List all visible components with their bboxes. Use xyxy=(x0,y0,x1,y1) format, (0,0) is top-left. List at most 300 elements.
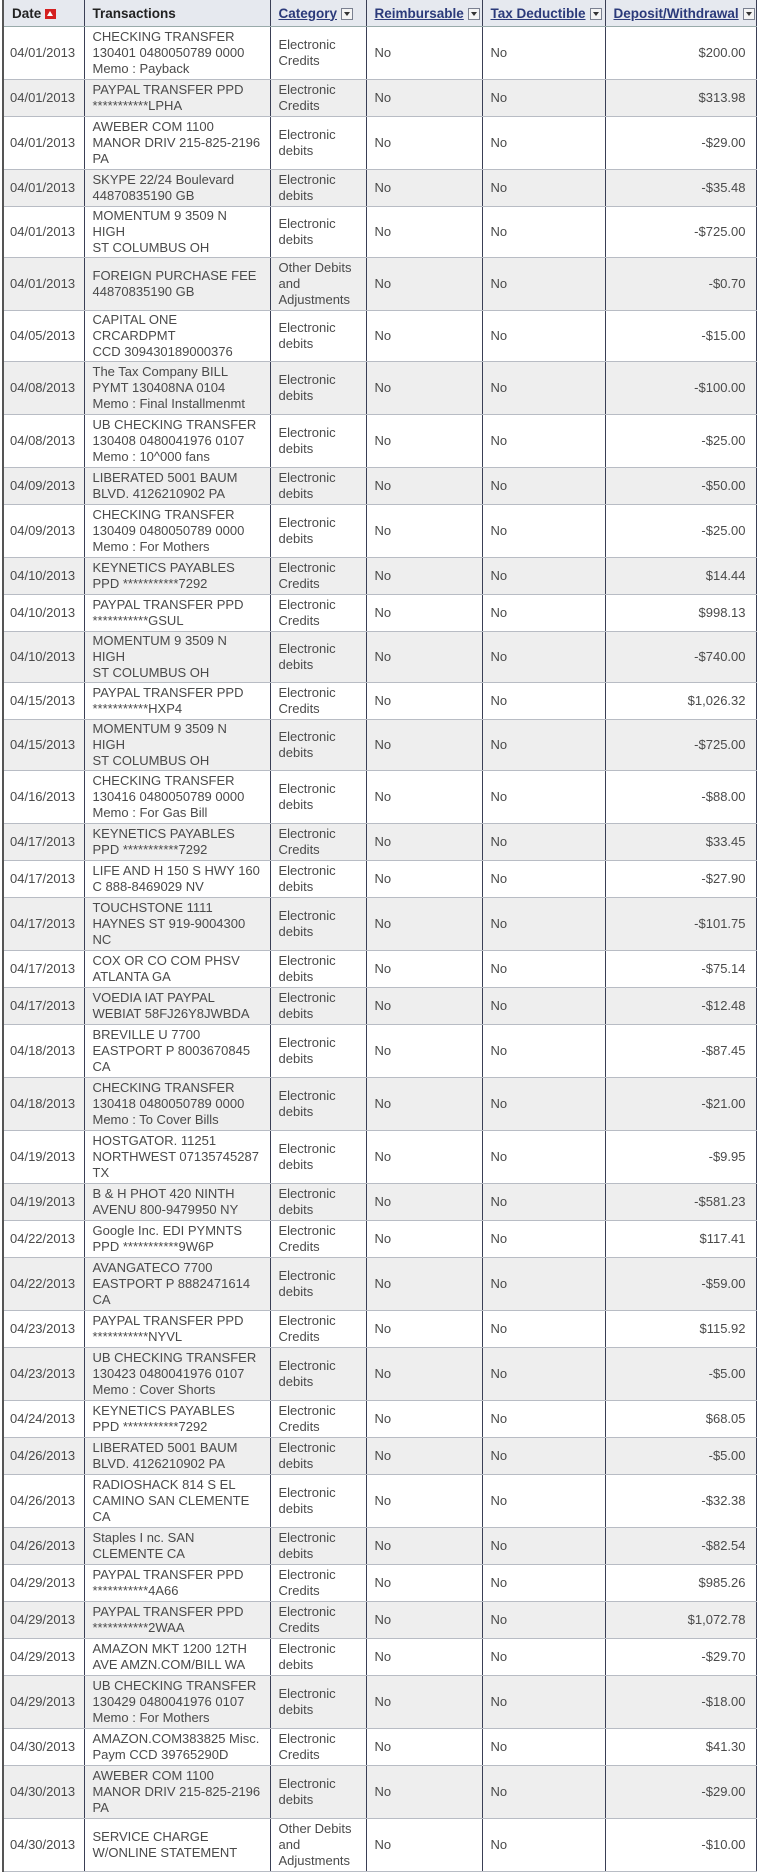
transaction-category: Electronic Credits xyxy=(270,1401,366,1438)
transaction-date: 04/01/2013 xyxy=(3,170,84,207)
reimbursable-value: No xyxy=(366,861,482,898)
table-row[interactable] xyxy=(3,771,756,824)
transaction-date: 04/26/2013 xyxy=(3,1475,84,1528)
reimbursable-value: No xyxy=(366,771,482,824)
reimbursable-value: No xyxy=(366,988,482,1025)
reimbursable-value: No xyxy=(366,415,482,468)
transaction-description: AVANGATECO 7700 EASTPORT P 8882471614 CA xyxy=(84,1258,270,1311)
transaction-category: Electronic Credits xyxy=(270,80,366,117)
transaction-description: CHECKING TRANSFER 130409 0480050789 0000 Memo : For Mothers xyxy=(84,505,270,558)
transaction-date: 04/30/2013 xyxy=(3,1766,84,1819)
table-row[interactable] xyxy=(3,1401,756,1438)
transaction-amount: -$12.48 xyxy=(605,988,756,1025)
tax-deductible-value: No xyxy=(482,1221,605,1258)
reimbursable-value: No xyxy=(366,27,482,80)
transaction-amount: -$9.95 xyxy=(605,1131,756,1184)
transaction-description: B & H PHOT 420 NINTH AVENU 800-9479950 NY xyxy=(84,1184,270,1221)
transaction-description: PAYPAL TRANSFER PPD ***********GSUL xyxy=(84,595,270,632)
tax-deductible-value: No xyxy=(482,988,605,1025)
tax-deductible-value: No xyxy=(482,898,605,951)
transaction-category: Electronic debits xyxy=(270,1258,366,1311)
transaction-date: 04/26/2013 xyxy=(3,1438,84,1475)
transaction-category: Electronic debits xyxy=(270,951,366,988)
transaction-date: 04/23/2013 xyxy=(3,1311,84,1348)
transaction-category: Electronic Credits xyxy=(270,1729,366,1766)
transaction-amount: $117.41 xyxy=(605,1221,756,1258)
table-row[interactable] xyxy=(3,1602,756,1639)
reimbursable-value: No xyxy=(366,1221,482,1258)
transaction-category: Electronic debits xyxy=(270,1184,366,1221)
transaction-amount: -$35.48 xyxy=(605,170,756,207)
transaction-date: 04/17/2013 xyxy=(3,951,84,988)
reimbursable-value: No xyxy=(366,468,482,505)
tax-deductible-value: No xyxy=(482,1602,605,1639)
category-header-link[interactable]: Category xyxy=(278,5,338,21)
tax-deductible-value: No xyxy=(482,1025,605,1078)
transaction-description: LIBERATED 5001 BAUM BLVD. 4126210902 PA xyxy=(84,468,270,505)
tax-deductible-value: No xyxy=(482,861,605,898)
transaction-date: 04/01/2013 xyxy=(3,117,84,170)
transaction-category: Electronic Credits xyxy=(270,1311,366,1348)
table-header-row xyxy=(3,0,756,27)
transaction-description: AMAZON.COM383825 Misc. Paym CCD 39765290D xyxy=(84,1729,270,1766)
transaction-date: 04/17/2013 xyxy=(3,988,84,1025)
transaction-date: 04/30/2013 xyxy=(3,1729,84,1766)
table-row[interactable] xyxy=(3,1221,756,1258)
table-row[interactable] xyxy=(3,362,756,415)
reimbursable-value: No xyxy=(366,117,482,170)
reimbursable-value: No xyxy=(366,311,482,362)
transaction-category: Electronic debits xyxy=(270,311,366,362)
reimbursable-value: No xyxy=(366,362,482,415)
tax-deductible-value: No xyxy=(482,468,605,505)
transaction-category: Electronic Credits xyxy=(270,683,366,720)
transaction-description: PAYPAL TRANSFER PPD ***********2WAA xyxy=(84,1602,270,1639)
table-row[interactable] xyxy=(3,1565,756,1602)
transaction-category: Electronic debits xyxy=(270,771,366,824)
transaction-amount: -$740.00 xyxy=(605,632,756,683)
transaction-amount: -$32.38 xyxy=(605,1475,756,1528)
table-row[interactable] xyxy=(3,1131,756,1184)
transaction-description: KEYNETICS PAYABLES PPD ***********7292 xyxy=(84,824,270,861)
transaction-category: Electronic Credits xyxy=(270,1565,366,1602)
reimbursable-value: No xyxy=(366,720,482,771)
transaction-description: RADIOSHACK 814 S EL CAMINO SAN CLEMENTE CA xyxy=(84,1475,270,1528)
transaction-category: Electronic debits xyxy=(270,988,366,1025)
transaction-amount: -$87.45 xyxy=(605,1025,756,1078)
transaction-description: Staples I nc. SAN CLEMENTE CA xyxy=(84,1528,270,1565)
transaction-date: 04/08/2013 xyxy=(3,362,84,415)
transaction-description: TOUCHSTONE 1111 HAYNES ST 919-9004300 NC xyxy=(84,898,270,951)
table-body xyxy=(3,27,756,1872)
column-header-transactions xyxy=(84,0,270,27)
tax-deductible-value: No xyxy=(482,207,605,258)
column-header-reimbursable[interactable] xyxy=(366,0,482,27)
transaction-category: Electronic debits xyxy=(270,1348,366,1401)
transaction-description: PAYPAL TRANSFER PPD ***********NYVL xyxy=(84,1311,270,1348)
reimbursable-value: No xyxy=(366,1438,482,1475)
tax-deductible-value: No xyxy=(482,1078,605,1131)
tax-deductible-value: No xyxy=(482,771,605,824)
transaction-date: 04/09/2013 xyxy=(3,468,84,505)
reimbursable-value: No xyxy=(366,1475,482,1528)
transaction-date: 04/29/2013 xyxy=(3,1602,84,1639)
transaction-date: 04/18/2013 xyxy=(3,1025,84,1078)
tax-deductible-value: No xyxy=(482,1131,605,1184)
transaction-date: 04/10/2013 xyxy=(3,558,84,595)
transaction-description: SKYPE 22/24 Boulevard 44870835190 GB xyxy=(84,170,270,207)
transaction-amount: -$581.23 xyxy=(605,1184,756,1221)
transaction-amount: -$18.00 xyxy=(605,1676,756,1729)
reimbursable-value: No xyxy=(366,898,482,951)
tax-deductible-value: No xyxy=(482,170,605,207)
tax-deductible-value: No xyxy=(482,683,605,720)
table-row[interactable] xyxy=(3,595,756,632)
transaction-amount: -$27.90 xyxy=(605,861,756,898)
transaction-date: 04/29/2013 xyxy=(3,1565,84,1602)
transaction-date: 04/01/2013 xyxy=(3,258,84,311)
transactions-table xyxy=(2,0,757,1872)
transaction-description: PAYPAL TRANSFER PPD ***********4A66 xyxy=(84,1565,270,1602)
reimbursable-value: No xyxy=(366,1528,482,1565)
column-header-tax-deductible[interactable] xyxy=(482,0,605,27)
transaction-amount: -$25.00 xyxy=(605,505,756,558)
transaction-category: Electronic Credits xyxy=(270,27,366,80)
transaction-description: KEYNETICS PAYABLES PPD ***********7292 xyxy=(84,1401,270,1438)
table-row[interactable] xyxy=(3,1639,756,1676)
table-row[interactable] xyxy=(3,1766,756,1819)
reimbursable-value: No xyxy=(366,1676,482,1729)
transaction-description: The Tax Company BILL PYMT 130408NA 0104 Memo : Final Installmenmt xyxy=(84,362,270,415)
transaction-category: Electronic debits xyxy=(270,1475,366,1528)
table-row[interactable] xyxy=(3,468,756,505)
table-row[interactable] xyxy=(3,1676,756,1729)
reimbursable-value: No xyxy=(366,505,482,558)
transaction-date: 04/01/2013 xyxy=(3,207,84,258)
transaction-date: 04/24/2013 xyxy=(3,1401,84,1438)
reimbursable-value: No xyxy=(366,258,482,311)
transaction-amount: $1,072.78 xyxy=(605,1602,756,1639)
tax-deductible-value: No xyxy=(482,505,605,558)
table-row[interactable] xyxy=(3,683,756,720)
transaction-category: Electronic debits xyxy=(270,1078,366,1131)
column-header-amount[interactable] xyxy=(605,0,756,27)
transaction-amount: -$725.00 xyxy=(605,720,756,771)
table-row[interactable] xyxy=(3,27,756,80)
date-header-label[interactable]: Date xyxy=(12,5,42,21)
transaction-description: VOEDIA IAT PAYPAL WEBIAT 58FJ26Y8JWBDA xyxy=(84,988,270,1025)
table-row[interactable] xyxy=(3,505,756,558)
tax-deductible-value: No xyxy=(482,1475,605,1528)
table-row[interactable] xyxy=(3,207,756,258)
transaction-description: CHECKING TRANSFER 130416 0480050789 0000 Memo : For Gas Bill xyxy=(84,771,270,824)
transaction-description: PAYPAL TRANSFER PPD ***********HXP4 xyxy=(84,683,270,720)
transaction-description: Google Inc. EDI PYMNTS PPD ***********9W6P xyxy=(84,1221,270,1258)
reimbursable-value: No xyxy=(366,1819,482,1872)
tax-deductible-value: No xyxy=(482,824,605,861)
tax-deductible-value: No xyxy=(482,1258,605,1311)
transaction-amount: -$25.00 xyxy=(605,415,756,468)
transaction-date: 04/18/2013 xyxy=(3,1078,84,1131)
table-row[interactable] xyxy=(3,170,756,207)
table-row[interactable] xyxy=(3,1438,756,1475)
tax-deductible-value: No xyxy=(482,1819,605,1872)
transaction-description: MOMENTUM 9 3509 N HIGH ST COLUMBUS OH xyxy=(84,720,270,771)
transaction-amount: $115.92 xyxy=(605,1311,756,1348)
tax-deductible-value: No xyxy=(482,1348,605,1401)
tax-deductible-value: No xyxy=(482,632,605,683)
table-row[interactable] xyxy=(3,861,756,898)
filter-dropdown-icon[interactable] xyxy=(743,8,755,20)
reimbursable-value: No xyxy=(366,1639,482,1676)
transaction-amount: -$82.54 xyxy=(605,1528,756,1565)
tax-deductible-value: No xyxy=(482,362,605,415)
transaction-description: AMAZON MKT 1200 12TH AVE AMZN.COM/BILL WA xyxy=(84,1639,270,1676)
tax-deductible-value: No xyxy=(482,27,605,80)
table-row[interactable] xyxy=(3,311,756,362)
transaction-description: UB CHECKING TRANSFER 130429 0480041976 0107 Memo : For Mothers xyxy=(84,1676,270,1729)
transaction-category: Electronic debits xyxy=(270,170,366,207)
table-row[interactable] xyxy=(3,824,756,861)
transaction-description: FOREIGN PURCHASE FEE 44870835190 GB xyxy=(84,258,270,311)
transaction-description: SERVICE CHARGE W/ONLINE STATEMENT xyxy=(84,1819,270,1872)
table-row[interactable] xyxy=(3,1475,756,1528)
transaction-date: 04/16/2013 xyxy=(3,771,84,824)
transaction-category: Electronic debits xyxy=(270,362,366,415)
transaction-amount: -$101.75 xyxy=(605,898,756,951)
table-row[interactable] xyxy=(3,951,756,988)
tax-deductible-header-link[interactable]: Tax Deductible xyxy=(490,5,586,21)
column-header-category[interactable] xyxy=(270,0,366,27)
transaction-category: Electronic debits xyxy=(270,898,366,951)
reimbursable-value: No xyxy=(366,558,482,595)
transaction-amount: -$10.00 xyxy=(605,1819,756,1872)
transaction-date: 04/17/2013 xyxy=(3,861,84,898)
reimbursable-value: No xyxy=(366,1602,482,1639)
reimbursable-value: No xyxy=(366,1258,482,1311)
reimbursable-value: No xyxy=(366,1131,482,1184)
transaction-category: Electronic Credits xyxy=(270,1602,366,1639)
transaction-category: Electronic debits xyxy=(270,1131,366,1184)
transaction-description: UB CHECKING TRANSFER 130423 0480041976 0107 Memo : Cover Shorts xyxy=(84,1348,270,1401)
table-row[interactable] xyxy=(3,558,756,595)
transaction-description: COX OR CO COM PHSV ATLANTA GA xyxy=(84,951,270,988)
transaction-category: Electronic debits xyxy=(270,861,366,898)
transaction-amount: -$75.14 xyxy=(605,951,756,988)
tax-deductible-value: No xyxy=(482,595,605,632)
transaction-category: Electronic debits xyxy=(270,505,366,558)
filter-dropdown-icon[interactable] xyxy=(468,8,480,20)
reimbursable-value: No xyxy=(366,951,482,988)
table-row[interactable] xyxy=(3,632,756,683)
transaction-category: Electronic debits xyxy=(270,1528,366,1565)
transaction-amount: $33.45 xyxy=(605,824,756,861)
transaction-description: LIBERATED 5001 BAUM BLVD. 4126210902 PA xyxy=(84,1438,270,1475)
transaction-category: Electronic debits xyxy=(270,1025,366,1078)
reimbursable-value: No xyxy=(366,207,482,258)
table-row[interactable] xyxy=(3,898,756,951)
transaction-description: HOSTGATOR. 11251 NORTHWEST 07135745287 TX xyxy=(84,1131,270,1184)
transaction-date: 04/10/2013 xyxy=(3,595,84,632)
table-row[interactable] xyxy=(3,1078,756,1131)
column-header-date[interactable] xyxy=(3,0,84,27)
transaction-category: Other Debits and Adjustments xyxy=(270,258,366,311)
transaction-category: Electronic debits xyxy=(270,1676,366,1729)
tax-deductible-value: No xyxy=(482,1639,605,1676)
transaction-description: MOMENTUM 9 3509 N HIGH ST COLUMBUS OH xyxy=(84,632,270,683)
transaction-category: Electronic debits xyxy=(270,468,366,505)
table-row[interactable] xyxy=(3,415,756,468)
transaction-category: Electronic debits xyxy=(270,1766,366,1819)
reimbursable-value: No xyxy=(366,683,482,720)
table-row[interactable] xyxy=(3,1025,756,1078)
tax-deductible-value: No xyxy=(482,558,605,595)
reimbursable-value: No xyxy=(366,595,482,632)
transaction-category: Electronic debits xyxy=(270,415,366,468)
transaction-date: 04/26/2013 xyxy=(3,1528,84,1565)
reimbursable-value: No xyxy=(366,1565,482,1602)
transaction-amount: -$5.00 xyxy=(605,1348,756,1401)
transaction-date: 04/15/2013 xyxy=(3,720,84,771)
filter-dropdown-icon[interactable] xyxy=(341,8,353,20)
table-row[interactable] xyxy=(3,1528,756,1565)
transaction-category: Electronic Credits xyxy=(270,824,366,861)
transaction-date: 04/29/2013 xyxy=(3,1639,84,1676)
filter-dropdown-icon[interactable] xyxy=(590,8,602,20)
transaction-category: Electronic Credits xyxy=(270,1221,366,1258)
table-row[interactable] xyxy=(3,1348,756,1401)
transaction-date: 04/10/2013 xyxy=(3,632,84,683)
reimbursable-value: No xyxy=(366,824,482,861)
transaction-date: 04/01/2013 xyxy=(3,27,84,80)
transaction-description: AWEBER COM 1100 MANOR DRIV 215-825-2196 PA xyxy=(84,117,270,170)
transaction-category: Electronic debits xyxy=(270,632,366,683)
transaction-date: 04/01/2013 xyxy=(3,80,84,117)
transaction-description: MOMENTUM 9 3509 N HIGH ST COLUMBUS OH xyxy=(84,207,270,258)
tax-deductible-value: No xyxy=(482,1676,605,1729)
transaction-date: 04/15/2013 xyxy=(3,683,84,720)
transaction-amount: -$0.70 xyxy=(605,258,756,311)
table-row[interactable] xyxy=(3,1819,756,1872)
tax-deductible-value: No xyxy=(482,1729,605,1766)
tax-deductible-value: No xyxy=(482,1528,605,1565)
tax-deductible-value: No xyxy=(482,1565,605,1602)
transaction-date: 04/22/2013 xyxy=(3,1258,84,1311)
transaction-amount: $41.30 xyxy=(605,1729,756,1766)
transaction-amount: -$5.00 xyxy=(605,1438,756,1475)
transaction-amount: $68.05 xyxy=(605,1401,756,1438)
tax-deductible-value: No xyxy=(482,720,605,771)
reimbursable-header-link[interactable]: Reimbursable xyxy=(374,5,464,21)
transaction-category: Electronic Credits xyxy=(270,558,366,595)
transaction-amount: $998.13 xyxy=(605,595,756,632)
tax-deductible-value: No xyxy=(482,258,605,311)
amount-header-link[interactable]: Deposit/Withdrawal xyxy=(613,5,739,21)
reimbursable-value: No xyxy=(366,1025,482,1078)
transaction-amount: $200.00 xyxy=(605,27,756,80)
transaction-amount: $985.26 xyxy=(605,1565,756,1602)
tax-deductible-value: No xyxy=(482,311,605,362)
transaction-amount: $313.98 xyxy=(605,80,756,117)
reimbursable-value: No xyxy=(366,80,482,117)
sort-ascending-icon[interactable] xyxy=(45,9,56,19)
reimbursable-value: No xyxy=(366,170,482,207)
transaction-date: 04/30/2013 xyxy=(3,1819,84,1872)
transaction-description: LIFE AND H 150 S HWY 160 C 888-8469029 NV xyxy=(84,861,270,898)
transaction-description: PAYPAL TRANSFER PPD ***********LPHA xyxy=(84,80,270,117)
transaction-date: 04/17/2013 xyxy=(3,824,84,861)
transaction-date: 04/08/2013 xyxy=(3,415,84,468)
table-row[interactable] xyxy=(3,720,756,771)
transaction-description: KEYNETICS PAYABLES PPD ***********7292 xyxy=(84,558,270,595)
reimbursable-value: No xyxy=(366,1184,482,1221)
table-row[interactable] xyxy=(3,1184,756,1221)
transaction-date: 04/09/2013 xyxy=(3,505,84,558)
transaction-date: 04/23/2013 xyxy=(3,1348,84,1401)
reimbursable-value: No xyxy=(366,1078,482,1131)
transaction-category: Electronic debits xyxy=(270,207,366,258)
table-row[interactable] xyxy=(3,117,756,170)
tax-deductible-value: No xyxy=(482,80,605,117)
tax-deductible-value: No xyxy=(482,1438,605,1475)
transaction-description: CHECKING TRANSFER 130401 0480050789 0000 Memo : Payback xyxy=(84,27,270,80)
reimbursable-value: No xyxy=(366,632,482,683)
table-row[interactable] xyxy=(3,80,756,117)
transaction-amount: -$725.00 xyxy=(605,207,756,258)
reimbursable-value: No xyxy=(366,1348,482,1401)
transaction-amount: $14.44 xyxy=(605,558,756,595)
transactions-header-label: Transactions xyxy=(92,5,176,21)
reimbursable-value: No xyxy=(366,1401,482,1438)
transaction-category: Electronic debits xyxy=(270,1438,366,1475)
transaction-amount: $1,026.32 xyxy=(605,683,756,720)
tax-deductible-value: No xyxy=(482,117,605,170)
table-row[interactable] xyxy=(3,1258,756,1311)
tax-deductible-value: No xyxy=(482,1184,605,1221)
transaction-amount: -$29.70 xyxy=(605,1639,756,1676)
transaction-amount: -$29.00 xyxy=(605,1766,756,1819)
transaction-amount: -$29.00 xyxy=(605,117,756,170)
transaction-category: Electronic debits xyxy=(270,117,366,170)
transaction-amount: -$15.00 xyxy=(605,311,756,362)
tax-deductible-value: No xyxy=(482,415,605,468)
table-row[interactable] xyxy=(3,1729,756,1766)
transaction-description: BREVILLE U 7700 EASTPORT P 8003670845 CA xyxy=(84,1025,270,1078)
tax-deductible-value: No xyxy=(482,951,605,988)
reimbursable-value: No xyxy=(366,1311,482,1348)
transaction-category: Electronic debits xyxy=(270,1639,366,1676)
table-row[interactable] xyxy=(3,258,756,311)
transaction-category: Electronic debits xyxy=(270,720,366,771)
reimbursable-value: No xyxy=(366,1729,482,1766)
transaction-date: 04/19/2013 xyxy=(3,1184,84,1221)
transaction-amount: -$21.00 xyxy=(605,1078,756,1131)
transaction-date: 04/22/2013 xyxy=(3,1221,84,1258)
transaction-date: 04/17/2013 xyxy=(3,898,84,951)
table-row[interactable] xyxy=(3,1311,756,1348)
table-row[interactable] xyxy=(3,988,756,1025)
transaction-amount: -$50.00 xyxy=(605,468,756,505)
transaction-date: 04/29/2013 xyxy=(3,1676,84,1729)
transaction-date: 04/05/2013 xyxy=(3,311,84,362)
transaction-amount: -$88.00 xyxy=(605,771,756,824)
transaction-amount: -$59.00 xyxy=(605,1258,756,1311)
transaction-category: Electronic Credits xyxy=(270,595,366,632)
reimbursable-value: No xyxy=(366,1766,482,1819)
transaction-category: Other Debits and Adjustments xyxy=(270,1819,366,1872)
transaction-amount: -$100.00 xyxy=(605,362,756,415)
tax-deductible-value: No xyxy=(482,1766,605,1819)
